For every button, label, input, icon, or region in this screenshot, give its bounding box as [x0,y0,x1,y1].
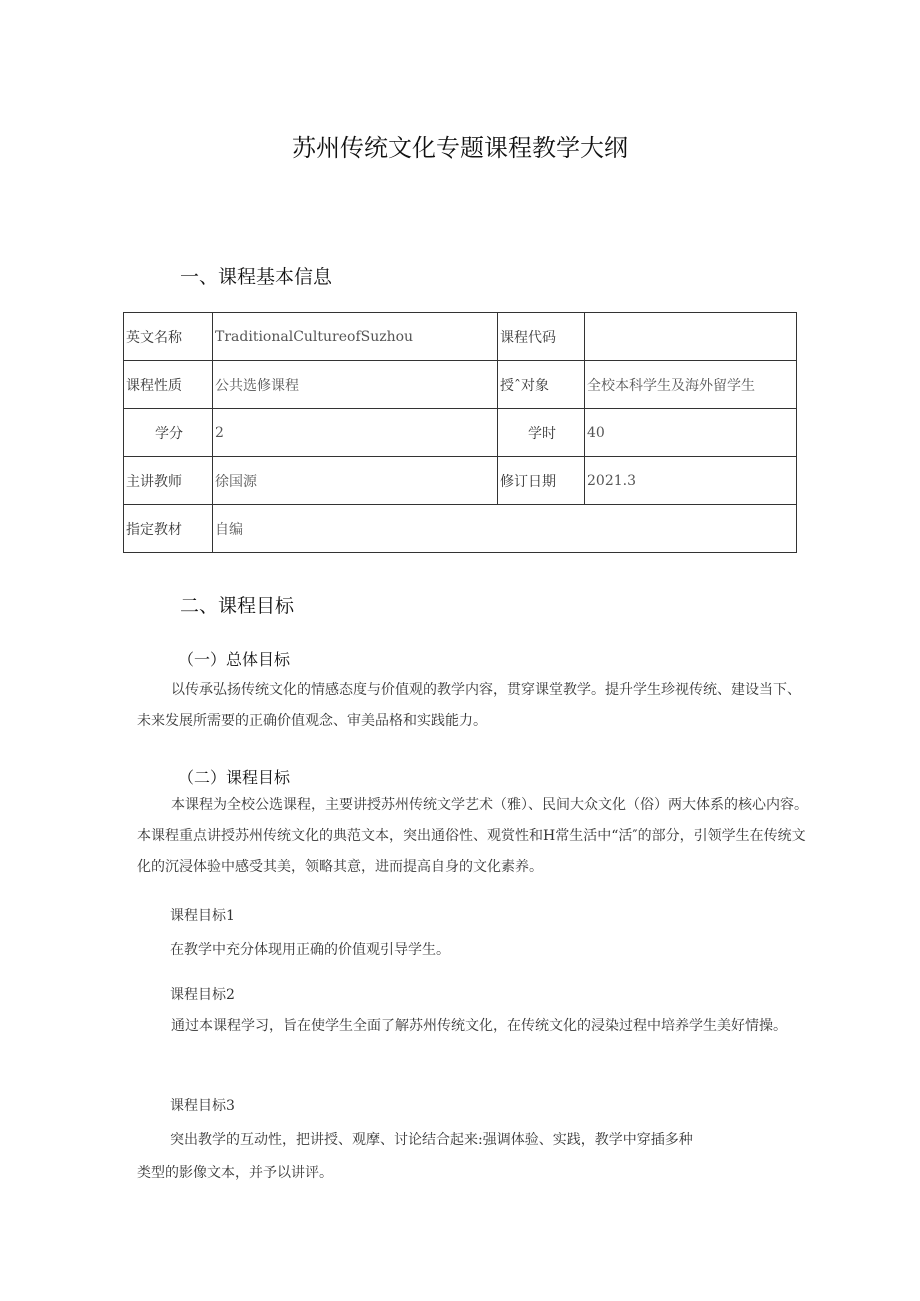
goal-2-label: 课程目标2 [170,987,235,1003]
table-row [124,409,797,457]
label-course-code: 课程代码 [498,313,585,361]
table-row [124,313,797,361]
value-textbook: 自编 [213,505,797,553]
value-hours: 40 [585,409,797,457]
goal-3-label: 课程目标3 [170,1098,235,1114]
goal-1-text: 在教学中充分体现用正确的价值观引导学生。 [170,942,450,958]
goal-2-text: 通过本课程学习，旨在使学生全面了解苏州传统文化，在传统文化的浸染过程中培养学生美好情操。 [171,1018,787,1034]
value-course-nature: 公共选修课程 [213,361,498,409]
label-course-nature: 课程性质 [124,361,213,409]
value-revision-date: 2021.3 [585,457,797,505]
value-credits: 2 [213,409,498,457]
goal-1-label: 课程目标1 [170,908,235,924]
label-credits: 学分 [124,409,213,457]
label-revision-date: 修订日期 [498,457,585,505]
value-lecturer: 徐国源 [213,457,498,505]
label-english-name: 英文名称 [124,313,213,361]
table-row [124,505,797,553]
table-row [124,361,797,409]
overall-goal-paragraph: 以传承弘扬传统文化的情感态度与价值观的教学内容，贯穿课堂教学。提升学生珍视传统、建设当下、未来发展所需要的正确价值观念、审美品格和实践能力。 [137,682,801,729]
course-goals-paragraph: 本课程为全校公选课程，主要讲授苏州传统文学艺术（雅）、民间大众文化（俗）两大体系的核心内容。本课程重点讲授苏州传统文化的典范文本，突出通俗性、观赏性和Η常生活中“活″的部分，引领学生在传统文化的沉浸体验中感受其美，领略其意，进而提高自身的文化素养。 [137,797,808,875]
label-hours: 学时 [498,409,585,457]
section-heading-basic-info: 一、课程基本信息 [180,266,333,288]
subheading-course-goals: （二）课程目标 [178,768,291,787]
goal-3-text-line-1: 突出教学的互动性，把讲授、观摩、讨论结合起来:强调体验、实践，教学中穿插多种 [170,1132,693,1148]
label-lecturer: 主讲教师 [124,457,213,505]
section-heading-course-goals: 二、课程目标 [180,595,295,617]
label-textbook: 指定教材 [124,505,213,553]
goal-3-text-line-2: 类型的影像文本，并予以讲评。 [137,1165,333,1181]
table-row [124,457,797,505]
value-target-audience: 全校本科学生及海外留学生 [585,361,797,409]
document-title: 苏州传统文化专题课程教学大纲 [292,134,628,162]
value-course-code [585,313,797,361]
course-info-table [123,312,797,553]
subheading-overall-goal: （一）总体目标 [178,650,291,669]
label-target-audience: 授ˆ对象 [498,361,585,409]
value-english-name: TraditionalCultureofSuzhou [213,313,498,361]
